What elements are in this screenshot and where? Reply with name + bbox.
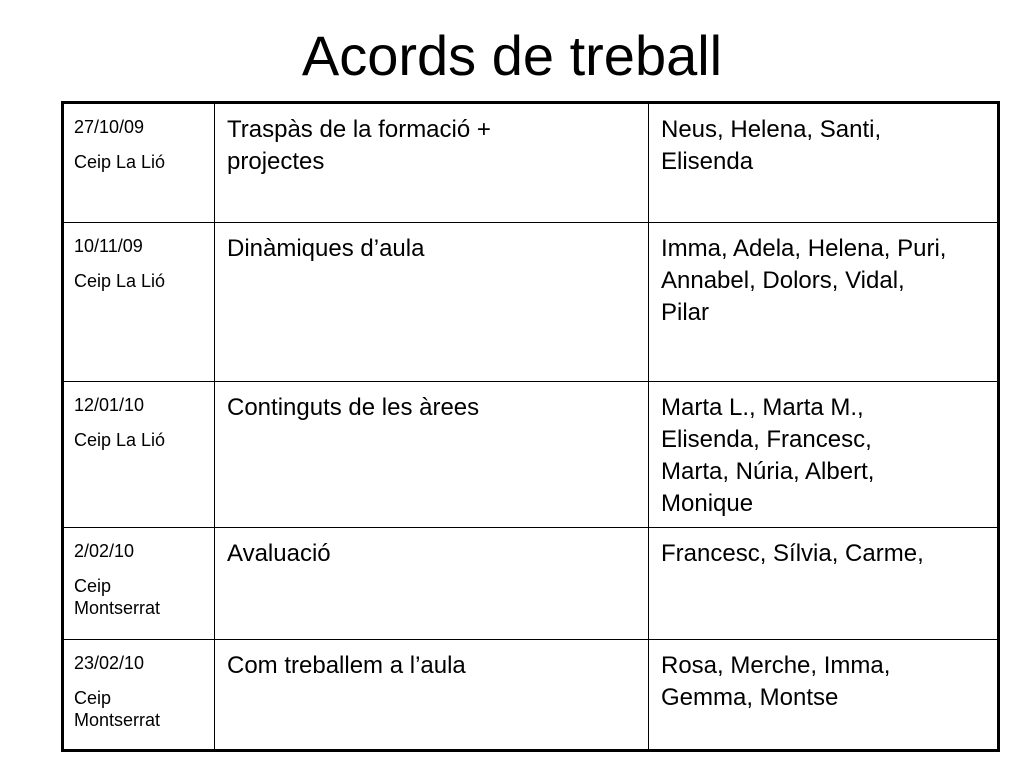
session-topic: Com treballem a l’aula — [227, 652, 466, 679]
date-location-cell — [63, 528, 215, 640]
slide-title: Acords de treball — [301, 24, 723, 87]
session-participants: Francesc, Sílvia, Carme, — [661, 540, 924, 567]
topic-cell — [215, 223, 649, 382]
session-location: Ceip Montserrat — [74, 576, 161, 618]
participants-cell — [649, 103, 999, 223]
session-location: Ceip La Lió — [74, 152, 166, 172]
agreements-table — [61, 101, 1000, 752]
agreements-table-container — [61, 101, 997, 752]
session-date: 2/02/10 — [74, 541, 135, 561]
table-row — [63, 640, 999, 751]
session-date: 27/10/09 — [74, 117, 145, 137]
table-row — [63, 223, 999, 382]
session-location: Ceip La Lió — [74, 271, 166, 291]
date-location-cell — [63, 103, 215, 223]
participants-cell — [649, 528, 999, 640]
session-date: 12/01/10 — [74, 395, 145, 415]
session-location: Ceip La Lió — [74, 430, 166, 450]
date-location-cell — [63, 640, 215, 751]
session-participants: Imma, Adela, Helena, Puri, Annabel, Dolors, Vidal, Pilar — [661, 235, 947, 326]
participants-cell — [649, 223, 999, 382]
topic-cell — [215, 382, 649, 528]
table-row — [63, 528, 999, 640]
session-topic: Traspàs de la formació + projectes — [227, 116, 491, 175]
session-participants: Marta L., Marta M., Elisenda, Francesc, Marta, Núria, Albert, Monique — [661, 394, 875, 517]
session-date: 10/11/09 — [74, 236, 143, 256]
topic-cell — [215, 528, 649, 640]
topic-cell — [215, 103, 649, 223]
session-topic: Dinàmiques d’aula — [227, 235, 425, 262]
participants-cell — [649, 640, 999, 751]
session-topic: Avaluació — [227, 540, 331, 567]
session-topic: Continguts de les àrees — [227, 394, 480, 421]
date-location-cell — [63, 382, 215, 528]
date-location-cell — [63, 223, 215, 382]
session-participants: Neus, Helena, Santi, Elisenda — [661, 116, 882, 175]
table-row — [63, 103, 999, 223]
participants-cell — [649, 382, 999, 528]
table-row — [63, 382, 999, 528]
session-location: Ceip Montserrat — [74, 688, 161, 730]
session-participants: Rosa, Merche, Imma, Gemma, Montse — [661, 652, 891, 711]
session-date: 23/02/10 — [74, 653, 145, 673]
topic-cell — [215, 640, 649, 751]
